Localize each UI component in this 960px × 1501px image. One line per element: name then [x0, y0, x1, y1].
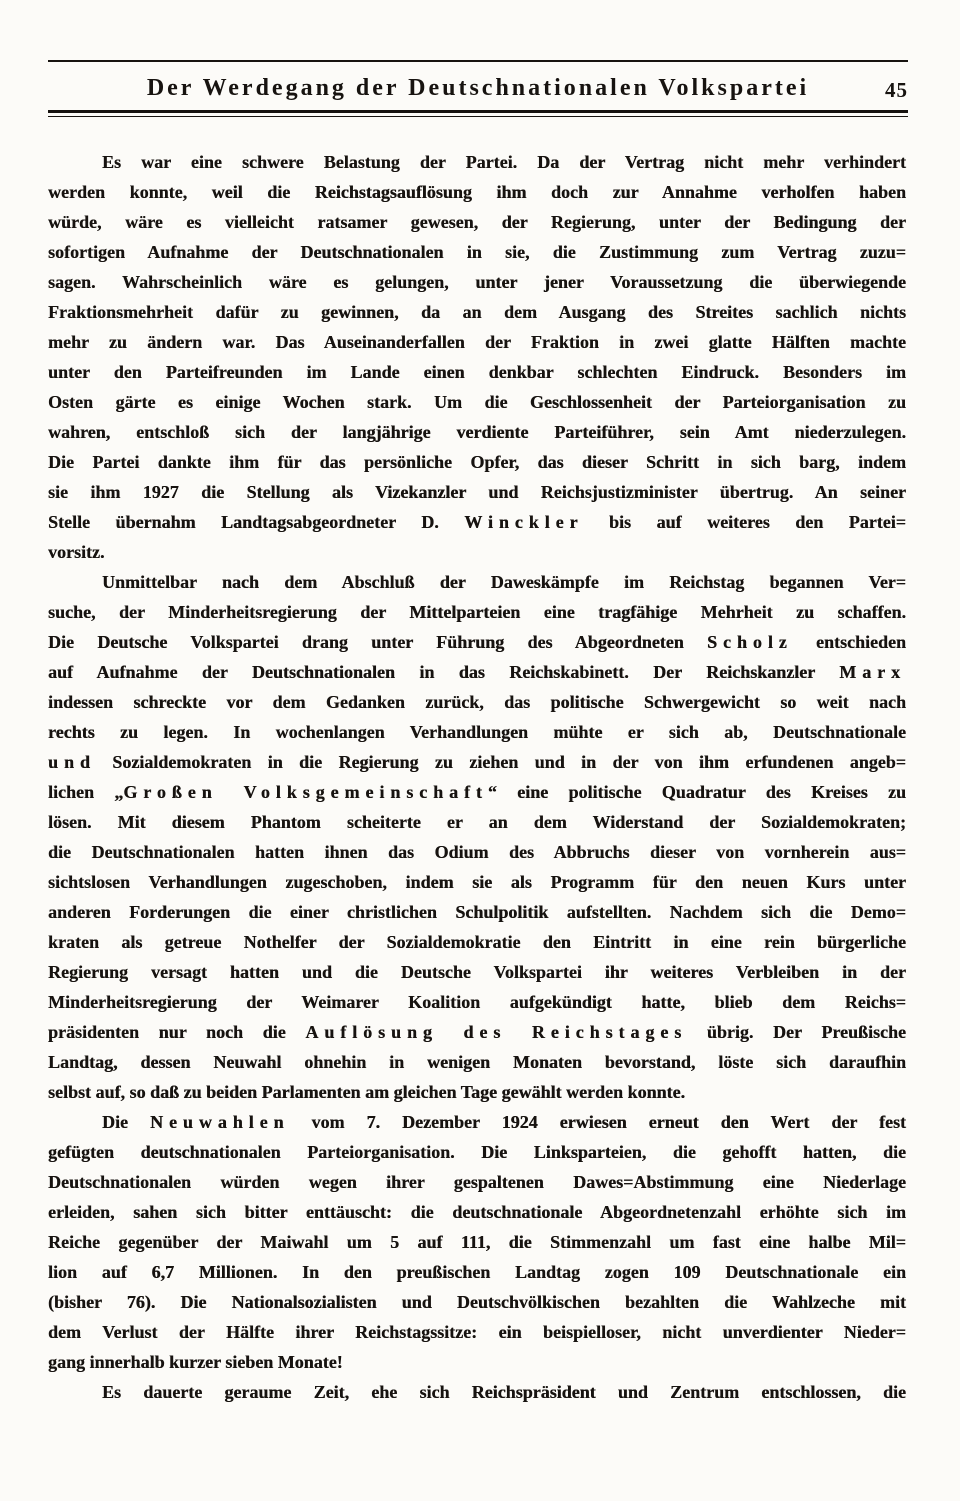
header-rule-thin	[48, 116, 908, 117]
text-line	[48, 1137, 906, 1167]
text-line	[48, 867, 906, 897]
text-segment: dem Verlust der Hälfte ihrer Reichstagssitze: ein beispielloser, nicht unverdienter Nieder=	[48, 1322, 906, 1342]
text-line	[48, 1257, 906, 1287]
letterspaced-text: Scholz	[707, 632, 793, 652]
text-segment: kraten als getreue Nothelfer der Sozialdemokratie den Eintritt in eine rein bürgerliche	[48, 932, 906, 952]
text-segment: sofortigen Aufnahme der Deutschnationalen in sie, die Zustimmung zum Vertrag zuzu=	[48, 242, 906, 262]
page-number: 45	[885, 78, 908, 102]
letterspaced-text: Winckler	[464, 512, 584, 532]
text-segment: Minderheitsregierung der Weimarer Koalition aufgekündigt hatte, blieb dem Reichs=	[48, 992, 906, 1012]
text-line	[48, 297, 906, 327]
text-segment: lösen. Mit diesem Phantom scheiterte er an dem Widerstand der Sozialdemokraten;	[48, 812, 906, 832]
text-segment: gefügten deutschnationalen Parteiorganisation. Die Linksparteien, die gehofft hatten, die	[48, 1142, 906, 1162]
text-line	[48, 357, 906, 387]
text-line	[48, 1347, 906, 1377]
text-segment: Landtag, dessen Neuwahl ohnehin in wenigen Monaten bevorstand, löste sich daraufhin	[48, 1052, 906, 1072]
text-segment: (bisher 76). Die Nationalsozialisten und Deutschvölkischen bezahlten die Wahlzeche mit	[48, 1292, 906, 1312]
text-line	[48, 477, 906, 507]
text-line	[48, 687, 906, 717]
text-line	[48, 147, 906, 177]
text-segment: lichen „	[48, 782, 124, 802]
text-line	[48, 747, 906, 777]
text-segment: Die	[102, 1112, 151, 1132]
text-segment: sichtslosen Verhandlungen zugeschoben, indem sie als Programm für den neuen Kurs unter	[48, 872, 906, 892]
text-segment: bis auf weiteres den Partei=	[583, 512, 906, 532]
text-segment: mehr zu ändern war. Das Auseinanderfallen der Fraktion in zwei glatte Hälften machte	[48, 332, 906, 352]
text-line	[48, 537, 906, 567]
text-line	[48, 987, 906, 1017]
text-segment: erleiden, sahen sich bitter enttäuscht: die deutschnationale Abgeordnetenzahl erhöhte sich im	[48, 1202, 906, 1222]
text-segment: würde, wäre es vielleicht ratsamer gewesen, der Regierung, unter der Bedingung der	[48, 212, 906, 232]
text-line	[48, 837, 906, 867]
text-segment: unter den Parteifreunden im Lande einen denkbar schlechten Eindruck. Besonders im	[48, 362, 906, 382]
text-line	[48, 627, 906, 657]
letterspaced-text: Neuwahlen	[150, 1112, 290, 1132]
text-line	[48, 807, 906, 837]
text-segment: Deutschnationalen würden wegen ihrer gespaltenen Dawes=Abstimmung eine Niederlage	[48, 1172, 906, 1192]
running-head-title: Der Werdegang der Deutschnationalen Volkspartei	[146, 75, 810, 101]
text-segment: präsidenten nur noch die	[48, 1022, 306, 1042]
text-segment: Stelle übernahm Landtagsabgeordneter D.	[48, 512, 465, 532]
text-line	[48, 1107, 906, 1137]
text-line	[48, 1017, 906, 1047]
text-segment: Regierung versagt hatten und die Deutsche Volkspartei ihr weiteres Verbleiben in der	[48, 962, 906, 982]
text-line	[48, 1377, 906, 1407]
text-block	[48, 147, 906, 1407]
letterspaced-text: und	[48, 752, 96, 772]
text-line	[48, 1197, 906, 1227]
header-top-rule	[48, 60, 908, 62]
text-line	[48, 207, 906, 237]
text-line	[48, 597, 906, 627]
text-line	[48, 1047, 906, 1077]
text-segment: “ eine politische Quadratur des Kreises zu	[487, 782, 906, 802]
text-segment: Fraktionsmehrheit dafür zu gewinnen, da an dem Ausgang des Streites sachlich nichts	[48, 302, 906, 322]
text-segment: die Deutschnationalen hatten ihnen das Odium des Abbruchs dieser von vornherein aus=	[48, 842, 906, 862]
text-line	[48, 177, 906, 207]
text-segment: Sozialdemokraten in die Regierung zu ziehen und in der von ihm erfundenen angeb=	[95, 752, 906, 772]
text-segment: vorsitz.	[48, 542, 105, 562]
text-line	[48, 507, 906, 537]
text-line	[48, 567, 906, 597]
letterspaced-text: Auflösung des Reichstages	[305, 1022, 688, 1042]
text-segment: rechts zu legen. In wochenlangen Verhandlungen mühte er sich ab, Deutschnationale	[48, 722, 906, 742]
text-segment: Reiche gegenüber der Maiwahl um 5 auf 111, die Stimmenzahl um fast eine halbe Mil=	[48, 1232, 906, 1252]
text-line	[48, 417, 906, 447]
text-segment: Osten gärte es einige Wochen stark. Um die Geschlossenheit der Parteiorganisation zu	[48, 392, 906, 412]
text-line	[48, 1167, 906, 1197]
text-line	[48, 1227, 906, 1257]
text-line	[48, 447, 906, 477]
text-segment: Es war eine schwere Belastung der Partei. Da der Vertrag nicht mehr verhindert	[102, 152, 906, 172]
text-segment: selbst auf, so daß zu beiden Parlamenten am gleichen Tage gewählt werden konnte.	[48, 1082, 686, 1102]
text-line	[48, 1317, 906, 1347]
text-segment: indessen schreckte vor dem Gedanken zurück, das politische Schwergewicht so weit nach	[48, 692, 906, 712]
text-segment: werden konnte, weil die Reichstagsauflösung ihm doch zur Annahme verholfen haben	[48, 182, 906, 202]
letterspaced-text: Marx	[839, 662, 906, 682]
text-line	[48, 387, 906, 417]
text-line	[48, 927, 906, 957]
text-line	[48, 717, 906, 747]
header-rule-thick	[48, 110, 908, 113]
text-segment: sagen. Wahrscheinlich wäre es gelungen, unter jener Voraussetzung die überwiegende	[48, 272, 906, 292]
text-segment: Es dauerte geraume Zeit, ehe sich Reichspräsident und Zentrum entschlossen, die	[102, 1382, 906, 1402]
text-segment: wahren, entschloß sich der langjährige verdiente Parteiführer, sein Amt niederzulegen.	[48, 422, 906, 442]
text-segment: sie ihm 1927 die Stellung als Vizekanzler und Reichsjustizminister übertrug. An seiner	[48, 482, 906, 502]
text-segment: Die Deutsche Volkspartei drang unter Führung des Abgeordneten	[48, 632, 708, 652]
text-line	[48, 957, 906, 987]
text-segment: suche, der Minderheitsregierung der Mittelparteien eine tragfähige Mehrheit zu schaffen.	[48, 602, 906, 622]
text-segment: lion auf 6,7 Millionen. In den preußischen Landtag zogen 109 Deutschnationale ein	[48, 1262, 906, 1282]
text-segment: Unmittelbar nach dem Abschluß der Daweskämpfe im Reichstag begannen Ver=	[102, 572, 906, 592]
text-line	[48, 897, 906, 927]
text-segment: Die Partei dankte ihm für das persönliche Opfer, das dieser Schritt in sich barg, indem	[48, 452, 906, 472]
letterspaced-text: Großen Volksgemeinschaft	[123, 782, 488, 802]
text-line	[48, 327, 906, 357]
text-line	[48, 657, 906, 687]
text-line	[48, 1287, 906, 1317]
text-line	[48, 237, 906, 267]
text-line	[48, 267, 906, 297]
text-line	[48, 777, 906, 807]
text-segment: auf Aufnahme der Deutschnationalen in das Reichskabinett. Der Reichskanzler	[48, 662, 840, 682]
text-line	[48, 1077, 906, 1107]
page-header	[48, 72, 908, 106]
text-segment: entschieden	[792, 632, 906, 652]
text-segment: übrig. Der Preußische	[687, 1022, 906, 1042]
text-segment: gang innerhalb kurzer sieben Monate!	[48, 1352, 343, 1372]
text-segment: anderen Forderungen die einer christlichen Schulpolitik aufstellten. Nachdem sich die Demo=	[48, 902, 906, 922]
text-segment: vom 7. Dezember 1924 erwiesen erneut den Wert der fest	[289, 1112, 907, 1132]
